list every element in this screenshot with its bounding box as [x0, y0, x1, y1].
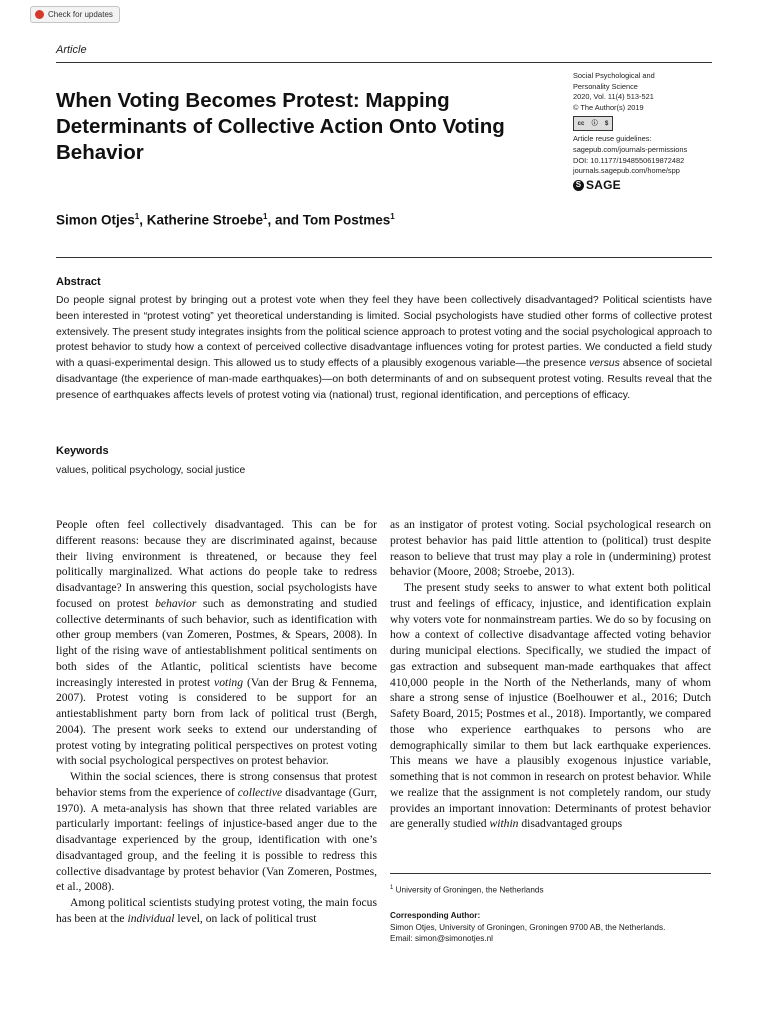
authors-divider	[56, 257, 712, 258]
corresponding-author-email[interactable]: Email: simon@simonotjes.nl	[390, 933, 493, 943]
paper-title: When Voting Becomes Protest: Mapping Determinants of Collective Action Onto Voting Behavior	[56, 89, 505, 164]
journal-line: Personality Science	[573, 81, 638, 91]
author-separator: ,	[139, 212, 147, 228]
paragraph-segment: The present study seeks to answer to what extent both political trust and feelings of efficacy, injustice, and identification explain why voters vote for nonmainstream parties. We do so by focusing on how a context of collective disadvantage affected voting behavior during municipal elections. Specifically, we studied the impact of gas extraction and subsequent man-made earthquakes that affect 410,000 people in the North of the Netherlands, many of whom share a strong sense of injustice (Boelhouwer et al., 2016; Dutch Safety Board, 2015; Postmes et al., 2018). Importantly, we compared those who experience earthquakes to persons who are demographically similar to them but lack earthquake experiences. This means we have a plausibly exogenous injustice variable, something that is not common in research on protest behavior. While we realize that the assignment is not completely random, our study provides an important innovation: Determinants of protest behavior are generally studied	[390, 581, 711, 831]
journal-line: Social Psychological and	[573, 71, 655, 80]
paragraph-segment: voting	[214, 675, 244, 689]
check-for-updates-badge[interactable]	[30, 6, 120, 23]
permissions-link[interactable]: sagepub.com/journals-permissions	[573, 144, 688, 154]
paragraph-segment: People often feel collectively disadvantaged. This can be for different reasons: because they are discriminated against, because their living environment is threatened, or because they feel politically marginalized. What actions do people take to redress disadvantage? In answering this question, social psychologists have focused on protest	[56, 518, 377, 610]
keywords-text: values, political psychology, social justice	[56, 465, 246, 476]
publisher-name: SAGE	[586, 177, 621, 192]
footnote-divider	[390, 873, 711, 874]
abstract-heading: Abstract	[56, 276, 101, 288]
publisher-logo	[573, 177, 723, 192]
paragraph-segment: Within the social sciences, there is strong consensus that protest behavior stems from the experience of	[56, 770, 377, 799]
author-list	[56, 212, 395, 228]
author-name: Katherine Stroebe	[146, 212, 264, 228]
corresponding-author-label: Corresponding Author:	[390, 911, 481, 921]
check-for-updates-label: Check for updates	[48, 10, 113, 19]
paragraph-segment: disadvantage (Gurr, 1970). A meta-analysis has shown that three related variables are particularly important: feelings of injustice-based anger due to the disadvantage experienced by the group, identification with one’s disadvantaged group, and the feeling it is possible to redress this collective disadvantage by protest behavior (Van Zomeren, Postmes, et al., 2008).	[56, 785, 377, 894]
affiliation-mark: 1	[390, 885, 394, 891]
author-name: Tom Postmes	[302, 212, 391, 228]
article-type-label: Article	[56, 44, 87, 56]
abstract-segment: Do people signal protest by bringing out a protest vote when they feel they have been collectively disadvantaged? Political scientists have been interested in “protest voting” yet theoretical understanding is limited. Social psychologists have studied other forms of collective protest extensively. The present study integrates insights from the political science approach to protest voting and the social psychological approach to protest behavior to study how a context of perceived collective disadvantage influences voting for protest parties. We conducted a field study with a quasi-experimental design. This allowed us to study effects of a plausibly exogenous variable—the presence	[56, 295, 712, 370]
paragraph-segment: disadvantaged groups	[518, 817, 623, 831]
journal-home-link[interactable]: journals.sagepub.com/home/spp	[573, 166, 680, 176]
paragraph-segment: behavior	[155, 596, 197, 610]
affiliation-text: University of Groningen, the Netherlands	[395, 885, 544, 895]
update-icon	[35, 10, 44, 19]
affiliation-footnote	[390, 883, 715, 896]
paragraph-segment: collective	[237, 785, 283, 799]
author-name: Simon Otjes	[56, 212, 135, 228]
reuse-guidelines-label: Article reuse guidelines:	[573, 134, 652, 144]
body-column-left	[56, 517, 377, 927]
body-paragraph	[56, 895, 377, 927]
body-column-right	[390, 517, 711, 832]
paragraph-segment: within	[489, 817, 519, 831]
body-paragraph	[56, 769, 377, 895]
body-paragraph	[390, 580, 711, 832]
paragraph-segment: individual	[127, 911, 175, 925]
abstract-segment: absence of societal disadvantage (the experience of man-made earthquakes)—on both determinants of and on subsequent protest voting. Results reveal that the presence of earthquakes affects levels of protest voting via (national) trust, regional identification, and perceptions of efficacy.	[56, 358, 713, 401]
body-paragraph	[56, 517, 377, 769]
paragraph-segment: as an instigator of protest voting. Social psychological research on protest behavior has paid little attention to (political) trust despite reason to believe that trust may play a role in (undermining) protest behavior (Moore, 2008; Stroebe, 2013).	[390, 518, 711, 579]
keywords-heading: Keywords	[56, 445, 109, 457]
abstract-segment: versus	[589, 358, 620, 370]
journal-info	[573, 71, 723, 191]
corresponding-author-address: Simon Otjes, University of Groningen, Groningen 9700 AB, the Netherlands.	[390, 922, 666, 932]
author-affiliation-mark: 1	[390, 212, 395, 221]
footnotes	[390, 883, 715, 944]
abstract-text	[56, 293, 712, 404]
paragraph-segment: level, on lack of political trust	[174, 911, 317, 925]
paragraph-segment: such as demonstrating and studied collective determinants of such behavior, such as identification with other group members (van Zomeren, Postmes, & Spears, 2008). In light of the rising wave of antiestablishment political sentiments on both sides of the Atlantic, political scientists have become increasingly interested in protest	[56, 596, 377, 689]
sage-logo-icon: S	[573, 180, 584, 191]
doi-text[interactable]: DOI: 10.1177/1948550619872482	[573, 155, 685, 165]
cc-by-nc-icon: cc ⓘ $	[573, 116, 613, 131]
body-paragraph	[390, 517, 711, 580]
journal-line: © The Author(s) 2019	[573, 102, 644, 112]
author-affiliation-mark: 1	[263, 212, 268, 221]
paragraph-segment: (Van der Brug & Fennema, 2007). Protest voting is considered to be support for an antiestablishment party born from lack of political trust (Bergh, 2004). The present work seeks to extend our understanding of protest voting by integrating political perspectives on protest voting with social psychological perspectives on protest behavior.	[56, 675, 377, 768]
paragraph-segment: Among political scientists studying protest voting, the main focus has been at the	[56, 896, 377, 925]
author-separator: , and	[267, 212, 303, 228]
author-affiliation-mark: 1	[134, 212, 140, 221]
journal-line: 2020, Vol. 11(4) 513-521	[573, 92, 654, 102]
header-divider	[56, 62, 712, 63]
